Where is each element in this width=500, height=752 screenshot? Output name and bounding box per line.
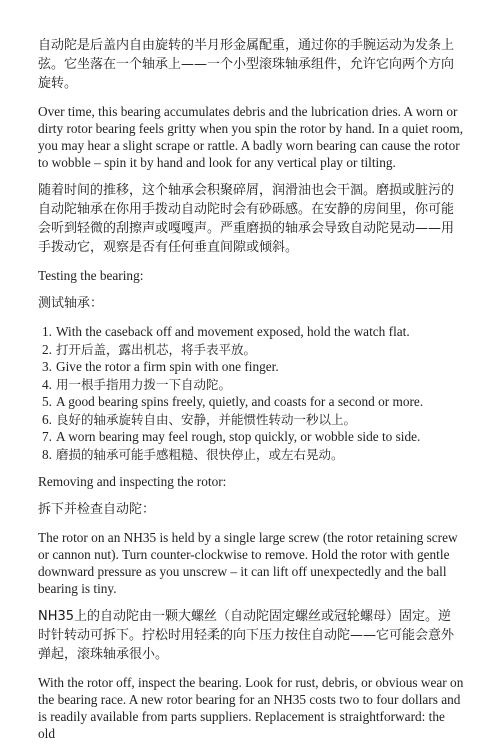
paragraph-bearing-wear-en: Over time, this bearing accumulates debris and the lubrication dries. A worn or dirty rotor bearing feels gritty when you spin the rotor by hand. In a quiet room, you may hear a slight scrape or rattle. A badly worn bearing can cause the rotor to wobble – spin it by hand and look for any vertical play or tilting.	[38, 104, 464, 170]
list-item: 4. 用一根手指用力拨一下自动陀。	[42, 376, 232, 392]
list-item: 2. 打开后盖，露出机芯，将手表平放。	[42, 341, 257, 357]
list-item: 1. With the caseback off and movement exposed, hold the watch flat.	[42, 324, 410, 339]
paragraph-bearing-wear-zh: 随着时间的推移，这个轴承会积聚碎屑，润滑油也会干涸。磨损或脏污的自动陀轴承在你用手拨动自动陀时会有砂砾感。在安静的房间里，你可能会听到轻微的刮擦声或嘎嘎声。严重磨损的轴承会导致自动陀晃动——用手拨动它，观察是否有任何垂直间隙或倾斜。	[38, 183, 455, 255]
heading-removing-rotor-en: Removing and inspecting the rotor:	[38, 474, 227, 489]
list-item: 3. Give the rotor a firm spin with one finger.	[42, 359, 279, 374]
list-item: 6. 良好的轴承旋转自由、安静，并能惯性转动一秒以上。	[42, 411, 357, 427]
heading-testing-bearing-en: Testing the bearing:	[38, 268, 144, 283]
heading-testing-bearing-zh: 测试轴承：	[38, 296, 104, 311]
paragraph-rotor-screw-zh: NH35上的自动陀由一颗大螺丝（自动陀固定螺丝或冠轮螺母）固定。逆时针转动可拆下。拧松时用轻柔的向下压力按住自动陀——它可能会意外弹起，滚珠轴承很小。	[38, 609, 455, 662]
list-item: 5. A good bearing spins freely, quietly, and coasts for a second or more.	[42, 394, 424, 409]
heading-removing-rotor-zh: 拆下并检查自动陀：	[38, 502, 156, 517]
document-page	[38, 36, 464, 752]
paragraph-inspect-bearing-en: With the rotor off, inspect the bearing. Look for rust, debris, or obvious wear on the bearing race. A new rotor bearing for an NH35 costs two to four dollars and is readily available from parts suppliers. Replacement is straightforward: the old	[38, 675, 464, 741]
list-item: 8. 磨损的轴承可能手感粗糙、很快停止，或左右晃动。	[42, 446, 344, 462]
testing-steps-list	[38, 323, 464, 463]
paragraph-rotor-screw-en: The rotor on an NH35 is held by a single large screw (the rotor retaining screw or cannon nut). Turn counter-clockwise to remove. Hold the rotor with gentle downward pressure as you unscrew – it can lift off unexpectedly and the ball bearing is tiny.	[38, 530, 458, 596]
paragraph-rotor-intro-zh: 自动陀是后盖内自由旋转的半月形金属配重，通过你的手腕运动为发条上弦。它坐落在一个轴承上——一个小型滚珠轴承组件，允许它向两个方向旋转。	[38, 38, 455, 91]
list-item: 7. A worn bearing may feel rough, stop quickly, or wobble side to side.	[42, 429, 421, 444]
